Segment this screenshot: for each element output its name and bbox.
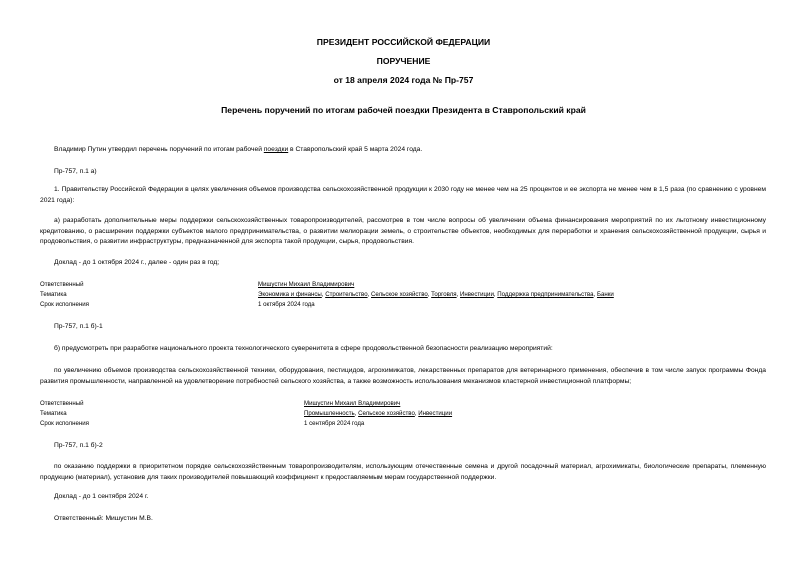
topic-link[interactable]: Сельское хозяйство: [358, 410, 415, 417]
intro-paragraph: [40, 145, 766, 156]
deadline-3: Доклад - до 1 сентября 2024 г.: [54, 493, 149, 500]
paragraph-1a: а) разработать дополнительные меры поддержки сельскохозяйственных товаропроизводителей, рассмотрев в том числе вопросы об увеличении объема финансирования мероприятий по их льготному инвестиционному кредитованию, о расширении поддержки субъектов малого предпринимательства, о развитии мелиорации земель, о строительстве объектов, необходимых для переработки и хранения сельскохозяйственной продукции, сырья и продовольствия, о развитии инфраструктуры, предназначенной для экспорта такой продукции, сырья, продовольствия.: [40, 217, 766, 245]
paragraph-1: 1. Правительству Российской Федерации в целях увеличения объемов производства сельскохозяйственной продукции к 2030 году не менее чем на 25 процентов и ее экспорта не менее чем в 1,5 раза (по сравнению с уровнем 2021 года):: [40, 186, 766, 204]
label-topics: Тематика: [40, 291, 67, 298]
topic-link[interactable]: Сельское хозяйство: [371, 291, 428, 298]
trip-link[interactable]: поездки: [263, 146, 289, 153]
instruction-code-2: Пр-757, п.1 б)-1: [54, 323, 103, 330]
deadline-value: 1 октября 2024 года: [258, 301, 315, 308]
instruction-code-1: Пр-757, п.1 а): [54, 168, 97, 175]
document-date-number: от 18 апреля 2024 года № Пр-757: [333, 75, 474, 85]
topics-list: Промышленность, Сельское хозяйство, Инвестиции: [304, 410, 453, 417]
topic-link[interactable]: Инвестиции: [418, 410, 453, 417]
document-title: Перечень поручений по итогам рабочей поездки Президента в Ставропольский край: [221, 105, 586, 115]
deadline-1: Доклад - до 1 октября 2024 г., далее - один раз в год;: [54, 259, 220, 266]
label-deadline: Срок исполнения: [40, 301, 89, 308]
label-responsible: Ответственный: [40, 400, 84, 407]
label-topics: Тематика: [40, 410, 67, 417]
topic-link[interactable]: Строительство: [325, 291, 368, 298]
document-type: ПОРУЧЕНИЕ: [376, 56, 431, 66]
topic-link[interactable]: Экономика и финансы: [258, 291, 322, 298]
paragraph-1b-1: по увеличению объемов производства сельскохозяйственной техники, оборудования, пестицидов, агрохимикатов, лекарственных препаратов для ветеринарного применения, обеспечив в том числе запуск программы Фонда развития промышленности, направленной на удовлетворение потребностей сельского хозяйства, а также возможность использования механизмов кластерной инвестиционной платформы;: [40, 367, 766, 385]
topic-link[interactable]: Банки: [596, 291, 614, 298]
topics-list: Экономика и финансы, Строительство, Сельское хозяйство, Торговля, Инвестиции, Поддержка предпринимательства, Банки: [258, 291, 614, 298]
responsible-link[interactable]: Мишустин Михаил Владимирович: [258, 281, 355, 288]
deadline-value: 1 сентября 2024 года: [304, 420, 365, 427]
issuing-authority: ПРЕЗИДЕНТ РОССИЙСКОЙ ФЕДЕРАЦИИ: [316, 37, 491, 47]
intro-text-end: в Ставропольский край 5 марта 2024 года.: [288, 146, 423, 153]
instruction-code-3: Пр-757, п.1 б)-2: [54, 442, 103, 449]
topic-link[interactable]: Торговля: [431, 291, 457, 298]
paragraph-1b-2: по оказанию поддержки в приоритетном порядке сельскохозяйственным товаропроизводителям, использующим отечественные семена и другой посадочный материал, агрохимикаты, биологические препараты, племенную продукцию (материал), установив для таких производителей повышающий коэффициент к предоставляемым мерам государственной поддержки.: [40, 463, 766, 481]
topic-link[interactable]: Инвестиции: [460, 291, 494, 298]
responsible-link[interactable]: Мишустин Михаил Владимирович: [304, 400, 401, 407]
intro-text-start: Владимир Путин утвердил перечень поручений по итогам рабочей: [54, 146, 264, 153]
responsible-3: Ответственный: Мишустин М.В.: [54, 515, 153, 522]
label-deadline: Срок исполнения: [40, 420, 89, 427]
topic-link[interactable]: Поддержка предпринимательства: [497, 291, 594, 298]
label-responsible: Ответственный: [40, 281, 84, 288]
paragraph-1b: б) предусмотреть при разработке национального проекта технологического суверенитета в сфере продовольственной безопасности реализацию мероприятий:: [54, 345, 553, 352]
topic-link[interactable]: Промышленность: [304, 410, 355, 417]
